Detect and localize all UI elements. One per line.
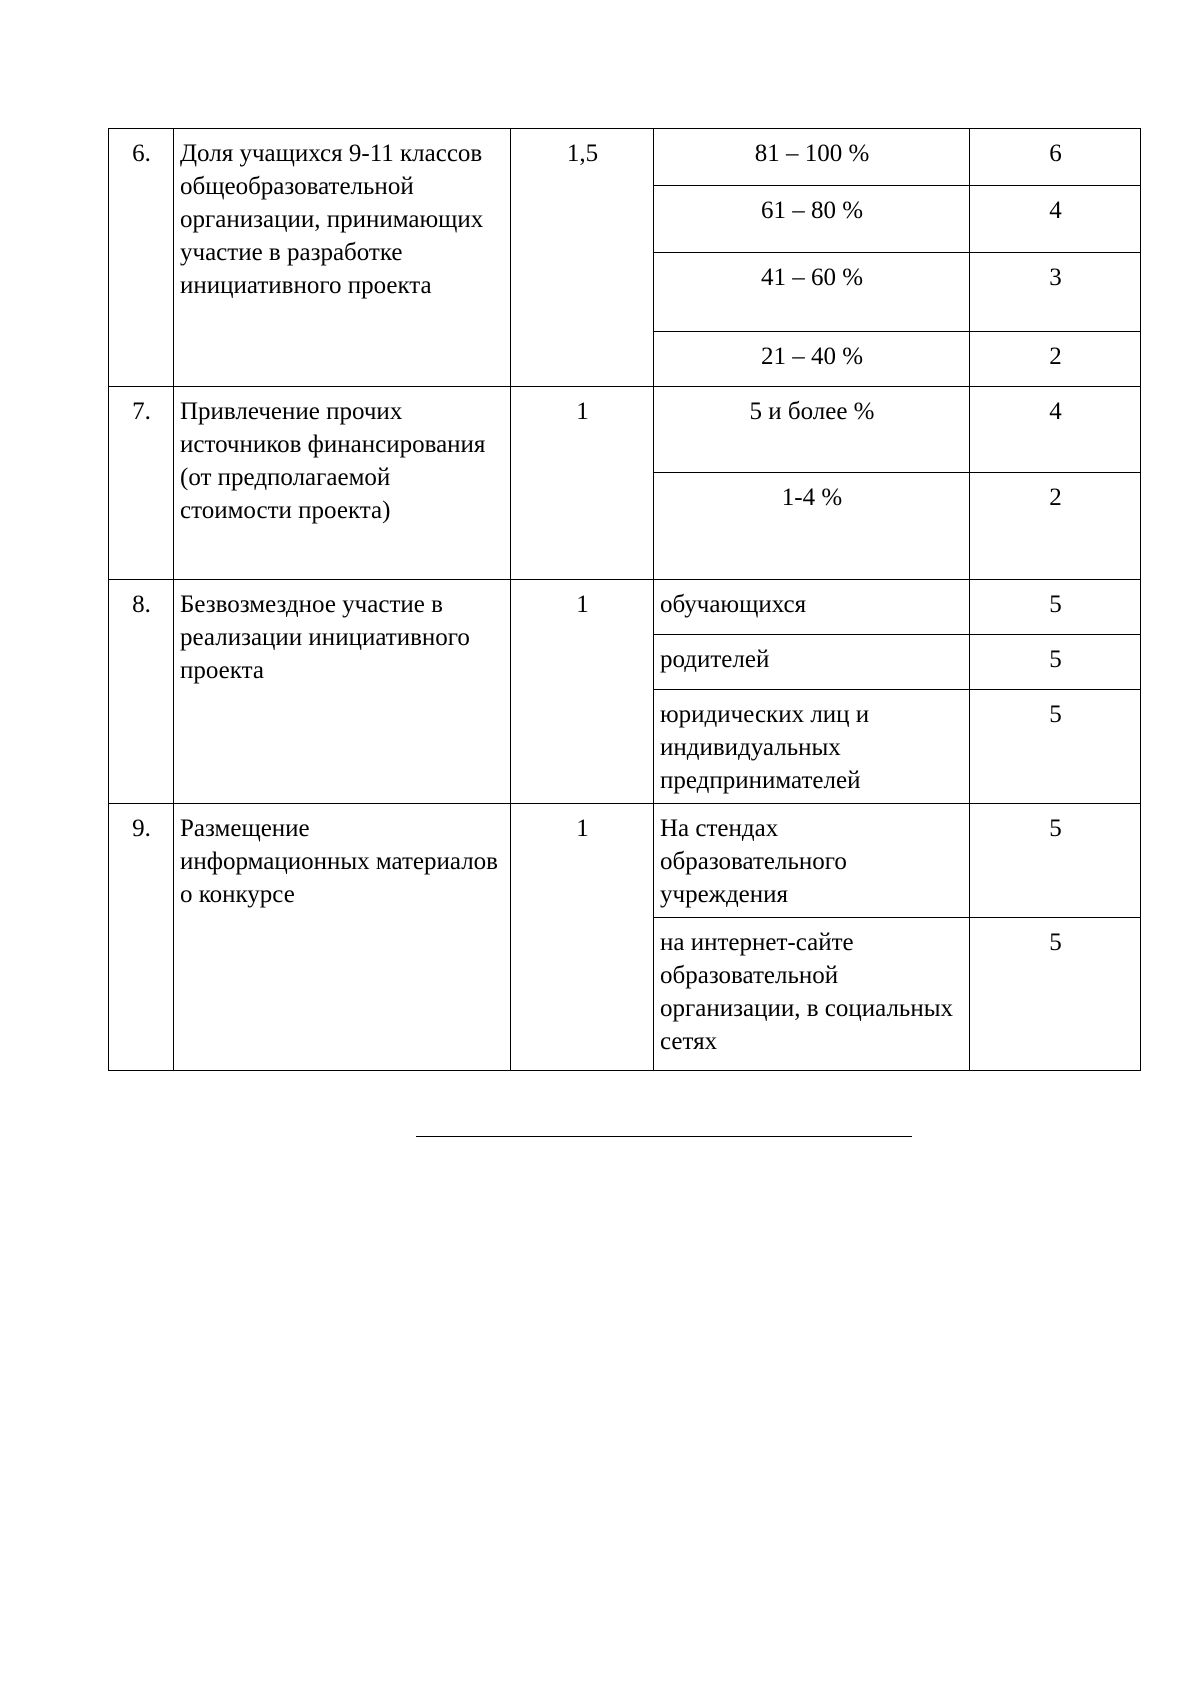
row-number: 6. bbox=[109, 129, 174, 387]
weight-coefficient: 1 bbox=[511, 580, 654, 804]
option-score: 5 bbox=[970, 635, 1141, 690]
table-row bbox=[109, 580, 1141, 635]
criteria-table bbox=[108, 128, 1141, 1071]
table-row bbox=[109, 129, 1141, 186]
table-row bbox=[109, 804, 1141, 918]
option-score: 3 bbox=[970, 253, 1141, 332]
table-row bbox=[109, 387, 1141, 473]
criterion-text: Доля учащихся 9-11 классов общеобразовательной организации, принимающих участие в разработке инициативного проекта bbox=[174, 129, 511, 387]
option-score: 6 bbox=[970, 129, 1141, 186]
option-label: юридических лиц и индивидуальных предпринимателей bbox=[654, 690, 970, 804]
option-label: 1-4 % bbox=[654, 473, 970, 580]
option-label: 21 – 40 % bbox=[654, 332, 970, 387]
option-score: 4 bbox=[970, 387, 1141, 473]
row-number: 8. bbox=[109, 580, 174, 804]
option-label: родителей bbox=[654, 635, 970, 690]
option-label: 41 – 60 % bbox=[654, 253, 970, 332]
criterion-text: Безвозмездное участие в реализации инициативного проекта bbox=[174, 580, 511, 804]
row-number: 7. bbox=[109, 387, 174, 580]
option-score: 5 bbox=[970, 580, 1141, 635]
weight-coefficient: 1 bbox=[511, 387, 654, 580]
weight-coefficient: 1 bbox=[511, 804, 654, 1071]
option-label: На стендах образовательного учреждения bbox=[654, 804, 970, 918]
option-score: 2 bbox=[970, 473, 1141, 580]
row-number: 9. bbox=[109, 804, 174, 1071]
option-label: 5 и более % bbox=[654, 387, 970, 473]
criterion-text: Размещение информационных материалов о конкурсе bbox=[174, 804, 511, 1071]
option-score: 5 bbox=[970, 690, 1141, 804]
criterion-text: Привлечение прочих источников финансирования (от предполагаемой стоимости проекта) bbox=[174, 387, 511, 580]
option-score: 4 bbox=[970, 186, 1141, 253]
option-label: обучающихся bbox=[654, 580, 970, 635]
closing-divider-line bbox=[416, 1136, 912, 1137]
weight-coefficient: 1,5 bbox=[511, 129, 654, 387]
option-label: 61 – 80 % bbox=[654, 186, 970, 253]
option-score: 2 bbox=[970, 332, 1141, 387]
option-score: 5 bbox=[970, 918, 1141, 1071]
option-label: на интернет-сайте образовательной организации, в социальных сетях bbox=[654, 918, 970, 1071]
option-score: 5 bbox=[970, 804, 1141, 918]
option-label: 81 – 100 % bbox=[654, 129, 970, 186]
